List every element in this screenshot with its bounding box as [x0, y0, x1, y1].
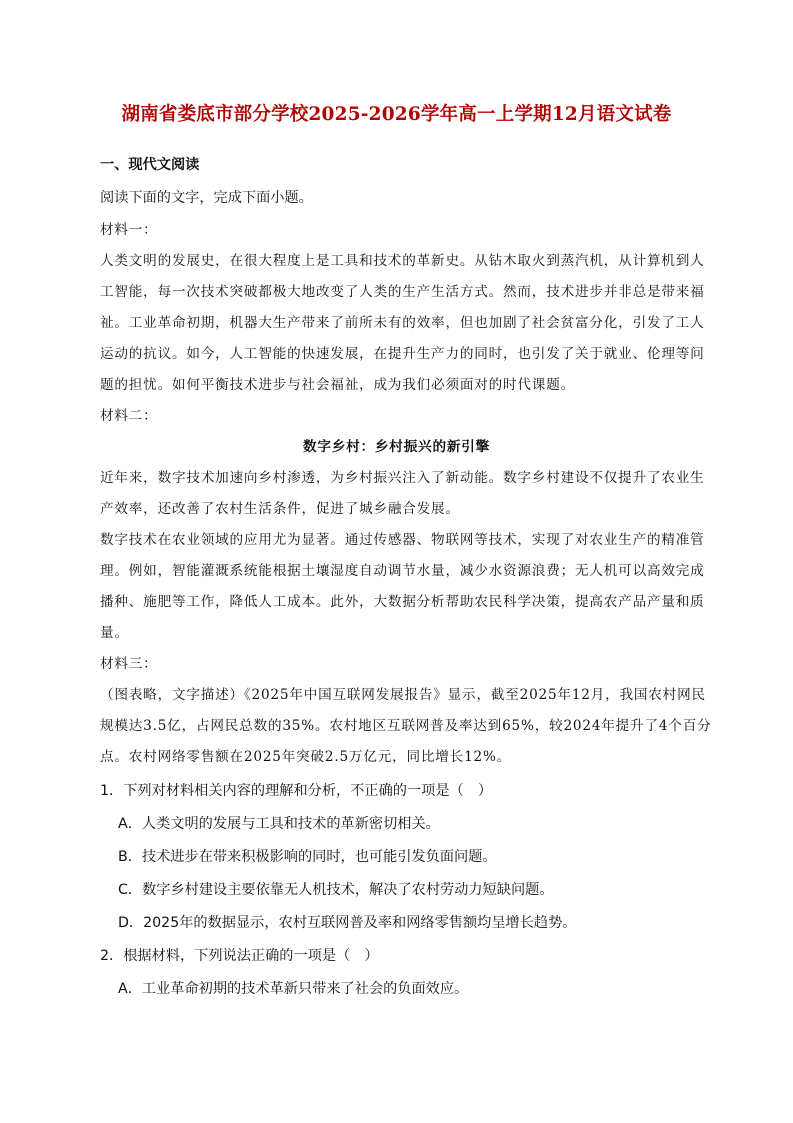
- material-3-line: （图表略，文字描述）《2025年中国互联网发展报告》显示，截至2025年12月，我国农村网民: [100, 687, 706, 703]
- material-2-line: 播种、施肥等工作，降低人工成本。此外，大数据分析帮助农民科学决策，提高农产品产量和质: [100, 594, 705, 610]
- question-1-option-b: B．技术进步在带来积极影响的同时，也可能引发负面问题。: [118, 849, 497, 865]
- question-1-option-d: D．2025年的数据显示，农村互联网普及率和网络零售额均呈增长趋势。: [118, 915, 577, 931]
- material-3-line: 点。农村网络零售额在2025年突破2.5万亿元，同比增长12%。: [100, 749, 512, 765]
- section-heading: 一、现代文阅读: [100, 157, 200, 173]
- material-2-heading: 数字乡村：乡村振兴的新引擎: [302, 439, 491, 455]
- question-1-option-c: C．数字乡村建设主要依靠无人机技术，解决了农村劳动力短缺问题。: [118, 882, 554, 898]
- material-1-line: 运动的抗议。如今，人工智能的快速发展，在提升生产力的同时，也引发了关于就业、伦理等问: [100, 346, 705, 362]
- material-1-line: 工智能，每一次技术突破都极大地改变了人类的生产生活方式。然而，技术进步并非总是带来福: [100, 284, 705, 300]
- material-2-line: 理。例如，智能灌溉系统能根据土壤湿度自动调节水量，减少水资源浪费；无人机可以高效完成: [100, 563, 705, 579]
- material-2-line: 数字技术在农业领域的应用尤为显著。通过传感器、物联网等技术，实现了对农业生产的精准管: [100, 532, 705, 548]
- material-1-label: 材料一：: [100, 222, 158, 238]
- material-1-line: 人类文明的发展史，在很大程度上是工具和技术的革新史。从钻木取火到蒸汽机，从计算机到人: [100, 253, 705, 269]
- material-2-line: 量。: [100, 625, 129, 641]
- material-2-label: 材料二：: [100, 408, 158, 424]
- question-1-stem: 1．下列对材料相关内容的理解和分析，不正确的一项是（ ）: [100, 783, 493, 799]
- question-2-option-a: A．工业革命初期的技术革新只带来了社会的负面效应。: [118, 981, 469, 997]
- material-1-line: 题的担忧。如何平衡技术进步与社会福祉，成为我们必须面对的时代课题。: [100, 377, 575, 393]
- page-title: 湖南省娄底市部分学校2025-2026学年高一上学期12月语文试卷: [121, 104, 672, 125]
- question-1-option-a: A．人类文明的发展与工具和技术的革新密切相关。: [118, 816, 440, 832]
- material-3-line: 规模达3.5亿，占网民总数的35%。农村地区互联网普及率达到65%，较2024年提升了4个百分: [100, 718, 712, 734]
- material-3-label: 材料三：: [100, 656, 158, 672]
- material-2-line: 产效率，还改善了农村生活条件，促进了城乡融合发展。: [100, 501, 460, 517]
- reading-instruction: 阅读下面的文字，完成下面小题。: [100, 190, 313, 206]
- material-2-line: 近年来，数字技术加速向乡村渗透，为乡村振兴注入了新动能。数字乡村建设不仅提升了农业生: [100, 470, 705, 486]
- material-1-line: 祉。工业革命初期，机器大生产带来了前所未有的效率，但也加剧了社会贫富分化，引发了工人: [100, 315, 705, 331]
- question-2-stem: 2．根据材料，下列说法正确的一项是（ ）: [100, 948, 379, 964]
